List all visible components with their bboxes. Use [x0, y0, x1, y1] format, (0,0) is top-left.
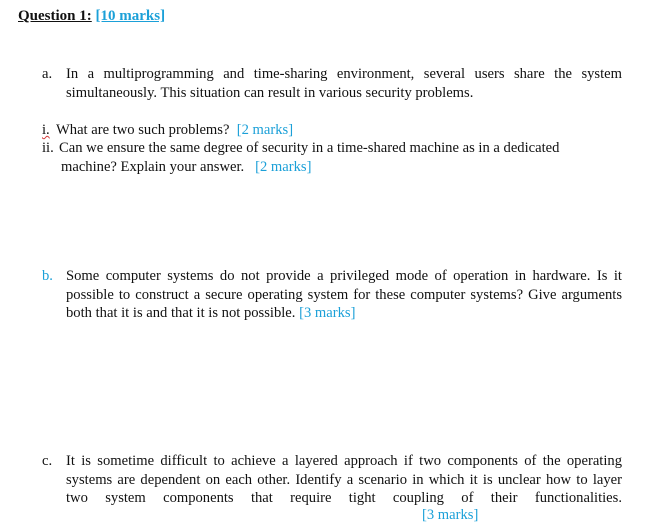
question-heading: [18, 8, 165, 25]
sub-i-numeral: i.: [42, 122, 50, 138]
part-a-letter: a.: [42, 66, 53, 82]
part-a: [42, 65, 622, 103]
question-label: Question 1:: [18, 8, 92, 24]
part-b-marks: [3 marks]: [299, 305, 356, 321]
sub-ii-marks: [2 marks]: [255, 158, 312, 175]
part-b-text: Some computer systems do not provide a privileged mode of operation in hardware. Is it possible to construct a secure operating system for these computer systems? Give arguments both that it is and that it is not possible.: [66, 268, 622, 321]
sub-i-body: [56, 121, 616, 140]
part-a-sub-i: [42, 121, 642, 140]
sub-ii-line1: Can we ensure the same degree of security in a time-shared machine as in a dedicated: [59, 140, 560, 156]
sub-ii-line2: machine? Explain your answer.: [61, 158, 245, 175]
question-marks: [10 marks]: [95, 8, 166, 24]
part-c-text: It is sometime difficult to achieve a layered approach if two components of the operating systems are dependent on each other. Identify a scenario in which it is unclear how to layer two system components that require tight coupling of their functionalities.: [66, 453, 622, 506]
part-a-text: In a multiprogramming and time-sharing environment, several users share the system simultaneously. This situation can result in various security problems.: [66, 66, 622, 101]
sub-i-marks: [2 marks]: [236, 122, 294, 138]
part-b: [42, 267, 622, 323]
part-c: [42, 452, 622, 508]
sub-ii-numeral: ii.: [42, 140, 54, 156]
part-c-marks: [3 marks]: [422, 507, 479, 523]
sub-ii-body: [59, 139, 619, 176]
part-b-letter: b.: [42, 268, 53, 284]
sub-i-text: What are two such problems?: [56, 122, 230, 138]
part-b-body: [66, 267, 622, 323]
part-c-letter: c.: [42, 453, 53, 469]
part-a-sub-ii: [42, 139, 642, 177]
